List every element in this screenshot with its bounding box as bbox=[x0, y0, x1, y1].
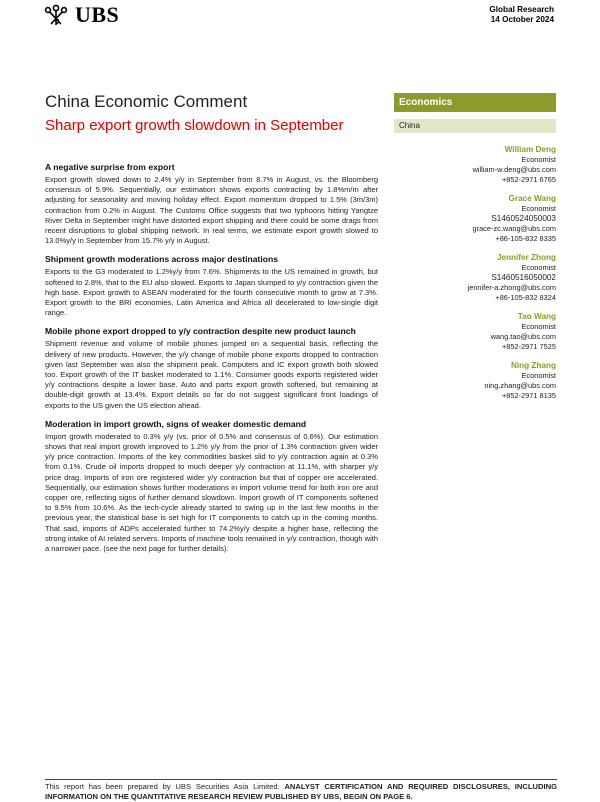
analyst-email[interactable]: grace-zc.wang@ubs.com bbox=[472, 224, 556, 233]
report-date: 14 October 2024 bbox=[490, 15, 554, 24]
document-type: China Economic Comment bbox=[45, 92, 248, 111]
disclosure-footer bbox=[45, 782, 557, 802]
section bbox=[45, 419, 378, 554]
analyst-name: Ning Zhang bbox=[510, 361, 556, 370]
analyst-role: Economist bbox=[521, 204, 556, 213]
analyst-email[interactable]: ning.zhang@ubs.com bbox=[484, 381, 556, 390]
analyst-email[interactable]: jennifer-a.zhong@ubs.com bbox=[467, 283, 556, 292]
analyst-name: Tao Wang bbox=[517, 312, 556, 321]
section-heading: Mobile phone export dropped to y/y contraction despite new product launch bbox=[45, 326, 356, 337]
keys-icon bbox=[43, 4, 69, 26]
analyst-role: Economist bbox=[521, 371, 556, 380]
analyst-email[interactable]: william-w.deng@ubs.com bbox=[472, 165, 556, 174]
analyst-list bbox=[394, 145, 556, 401]
analyst-role: Economist bbox=[521, 155, 556, 164]
analyst-email[interactable]: wang.tao@ubs.com bbox=[490, 332, 556, 341]
ubs-logo bbox=[43, 3, 119, 27]
logo-text: UBS bbox=[75, 2, 120, 27]
analyst-card bbox=[394, 312, 556, 352]
analyst-name: Jennifer Zhong bbox=[496, 253, 556, 262]
section bbox=[45, 162, 378, 246]
section-heading: Moderation in import growth, signs of weaker domestic demand bbox=[45, 418, 307, 429]
analyst-name: William Deng bbox=[504, 145, 556, 154]
analyst-role: Economist bbox=[521, 263, 556, 272]
section-body: Export growth slowed down to 2.4% y/y in September from 8.7% in August, vs. the Bloomberg consensus of 5.9%. Sequentially, our estimation shows exports contracting by 1.8%m/m after adjusting for seasonality and moving holiday effect. Export momentum dropped to 1.5% (3m/3m) contraction from 0.2% in August. The Customs Office suggests that two typhoons hitting Yangtze River Delta in September might have distorted export shipping and there could be some drags from recent disruptions to global shipping network. In real terms, we estimate export growth slowed to 13.0%y/y in September from 15.7% y/y in August. bbox=[45, 175, 378, 246]
category-banner: Economics bbox=[394, 93, 556, 112]
section-heading: Shipment growth moderations across major destinations bbox=[45, 254, 279, 265]
analyst-registration: S1460516050002 bbox=[491, 273, 556, 282]
footer-divider bbox=[45, 779, 557, 780]
section-body: Import growth moderated to 0.3% y/y (vs. prior of 0.5% and consensus of 0.6%). Our estimation shows that real import growth improved to 1.2% y/y from the prior of 1.3% contraction given wider y/y price contraction. Imports of the key commodities basket slid to y/y contraction again at 0.3% from 0.1%. Crude oil imports dropped to much deeper y/y contraction at 11.1%, with sharper y/y price drag. Imports of iron ore registered wider y/y contraction but that of copper ore accelerated. Sequentially, our estimation shows further moderations in import volume trend for both iron ore and copper ore, reflecting signs of further demand slowdown. Import growth of IT components softened to 9.5% from 10.6%. As the tech-cycle already started to swing up in the last few months in the previous year, the statistical base is set high for IT components to catch up in the coming months. That said, imports of ADPs accelerated further to 74.2%y/y despite a higher base, reflecting the strong intake of AI related servers. Imports of machine tools remained in y/y contraction, though with a narrower pace. (see the next page for further details). bbox=[45, 431, 378, 554]
research-label: Global Research bbox=[489, 5, 554, 14]
analyst-role: Economist bbox=[521, 322, 556, 331]
section bbox=[45, 326, 378, 410]
analyst-card bbox=[394, 194, 556, 244]
analyst-phone: +852-2971 7525 bbox=[501, 342, 556, 351]
section-body: Exports to the G3 moderated to 1.2%y/y from 7.6%. Shipments to the US remained in growth, but softened to 2.8%, that to the EU also slowed. Exports to Japan slumped to y/y contraction given the high base. Export growth to ASEAN moderated for the fourth consecutive month to grow at 7.3%. Export growth to the BRI economies, Latin America and Africa all decelerated to low-single digit range. bbox=[45, 267, 378, 318]
analyst-phone: +852-2971 8135 bbox=[501, 391, 556, 400]
report-header bbox=[489, 5, 554, 25]
footer-disclosure: ANALYST CERTIFICATION AND REQUIRED DISCLOSURES, INCLUDING INFORMATION ON THE QUANTITATIVE RESEARCH REVIEW PUBLISHED BY UBS, BEGIN ON PAGE 6. bbox=[45, 782, 557, 801]
analyst-card bbox=[394, 361, 556, 401]
analyst-phone: +86-105-832 8324 bbox=[495, 293, 556, 302]
section bbox=[45, 254, 378, 318]
region-banner: China bbox=[394, 119, 556, 133]
analyst-phone: +86-105-832 8335 bbox=[495, 234, 556, 243]
analyst-registration: S1460524050003 bbox=[491, 214, 556, 223]
analyst-phone: +852-2971 6765 bbox=[501, 175, 556, 184]
sidebar bbox=[394, 93, 556, 410]
report-body bbox=[45, 162, 378, 562]
footer-intro: This report has been prepared by UBS Securities Asia Limited. bbox=[45, 782, 280, 791]
section-body: Shipment revenue and volume of mobile phones jumped on a sequential basis, reflecting the delivery of new products. However, the y/y change of mobile phone exports dropped to contraction given last September was also the shipment peak. Computers and IC export growth both slowed too. Export growth of the IT basket moderated to 1.1%. Consumer goods exports registered wider y/y contractions despite a lower base. Auto and parts export growth softened, but remaining at double-digit growth at 13.4%. Export details so far do not suggest significant front loadings of exports to the US given the US election ahead. bbox=[45, 339, 378, 410]
analyst-card bbox=[394, 253, 556, 303]
headline: Sharp export growth slowdown in September bbox=[45, 117, 344, 134]
section-heading: A negative surprise from export bbox=[45, 162, 175, 172]
analyst-name: Grace Wang bbox=[508, 194, 556, 203]
analyst-card bbox=[394, 145, 556, 185]
